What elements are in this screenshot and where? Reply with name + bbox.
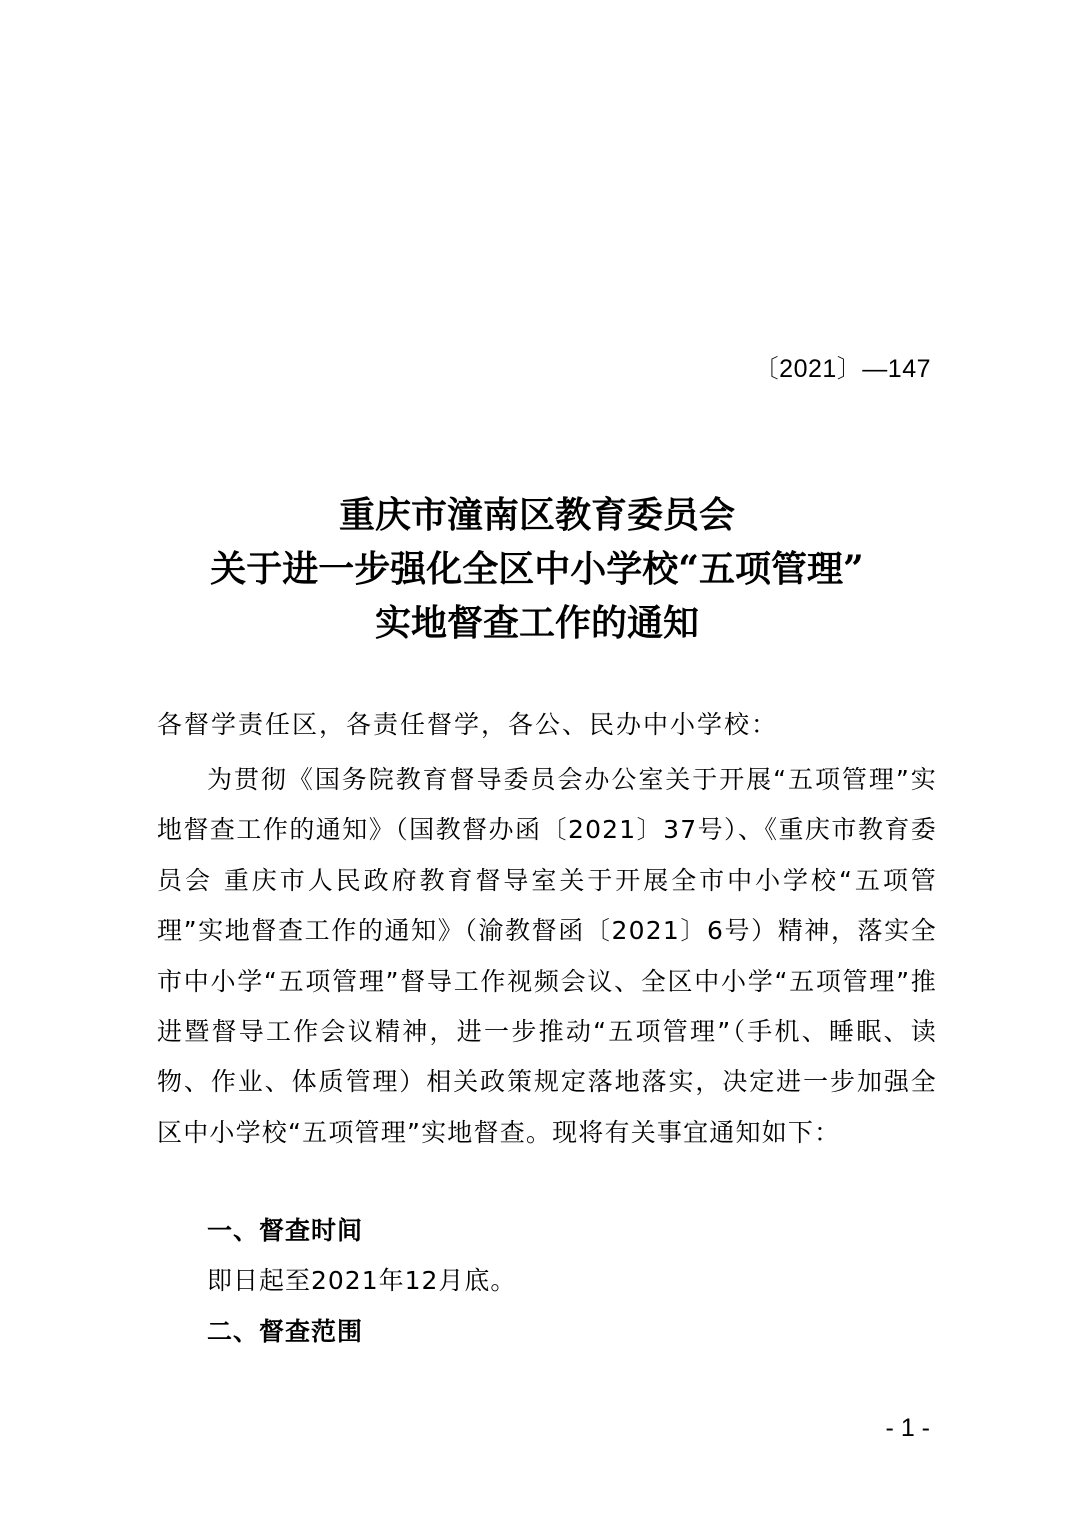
section-heading-scope: 二、督查范围: [207, 1317, 364, 1346]
document-title: [0, 488, 1074, 650]
title-line-3: 实地督查工作的通知: [374, 602, 699, 644]
intro-paragraph: 为贯彻《国务院教育督导委员会办公室关于开展“五项管理”实地督查工作的通知》（国教督办函〔2021〕37号）、《重庆市教育委员会 重庆市人民政府教育督导室关于开展全市中小学校“五项管理”实地督查工作的通知》（渝教督函〔2021〕6号）精神，落实全市中小学“五项管理”督导工作视频会议、全区中小学“五项管理”推进暨督导工作会议精神，进一步推动“五项管理”（手机、睡眠、读物、作业、体质管理）相关政策规定落地落实，决定进一步加强全区中小学校“五项管理”实地督查。现将有关事宜通知如下：: [157, 765, 937, 1147]
section-heading-time: 一、督查时间: [207, 1216, 364, 1245]
page-number: - 1 -: [885, 1414, 930, 1442]
title-line-2: 关于进一步强化全区中小学校“五项管理”: [210, 548, 864, 590]
salutation: 各督学责任区，各责任督学，各公、民办中小学校：: [157, 710, 779, 739]
title-line-1: 重庆市潼南区教育委员会: [338, 494, 735, 536]
section-text-time: 即日起至2021年12月底。: [207, 1266, 517, 1295]
document-number: 〔2021〕—147: [753, 355, 931, 383]
